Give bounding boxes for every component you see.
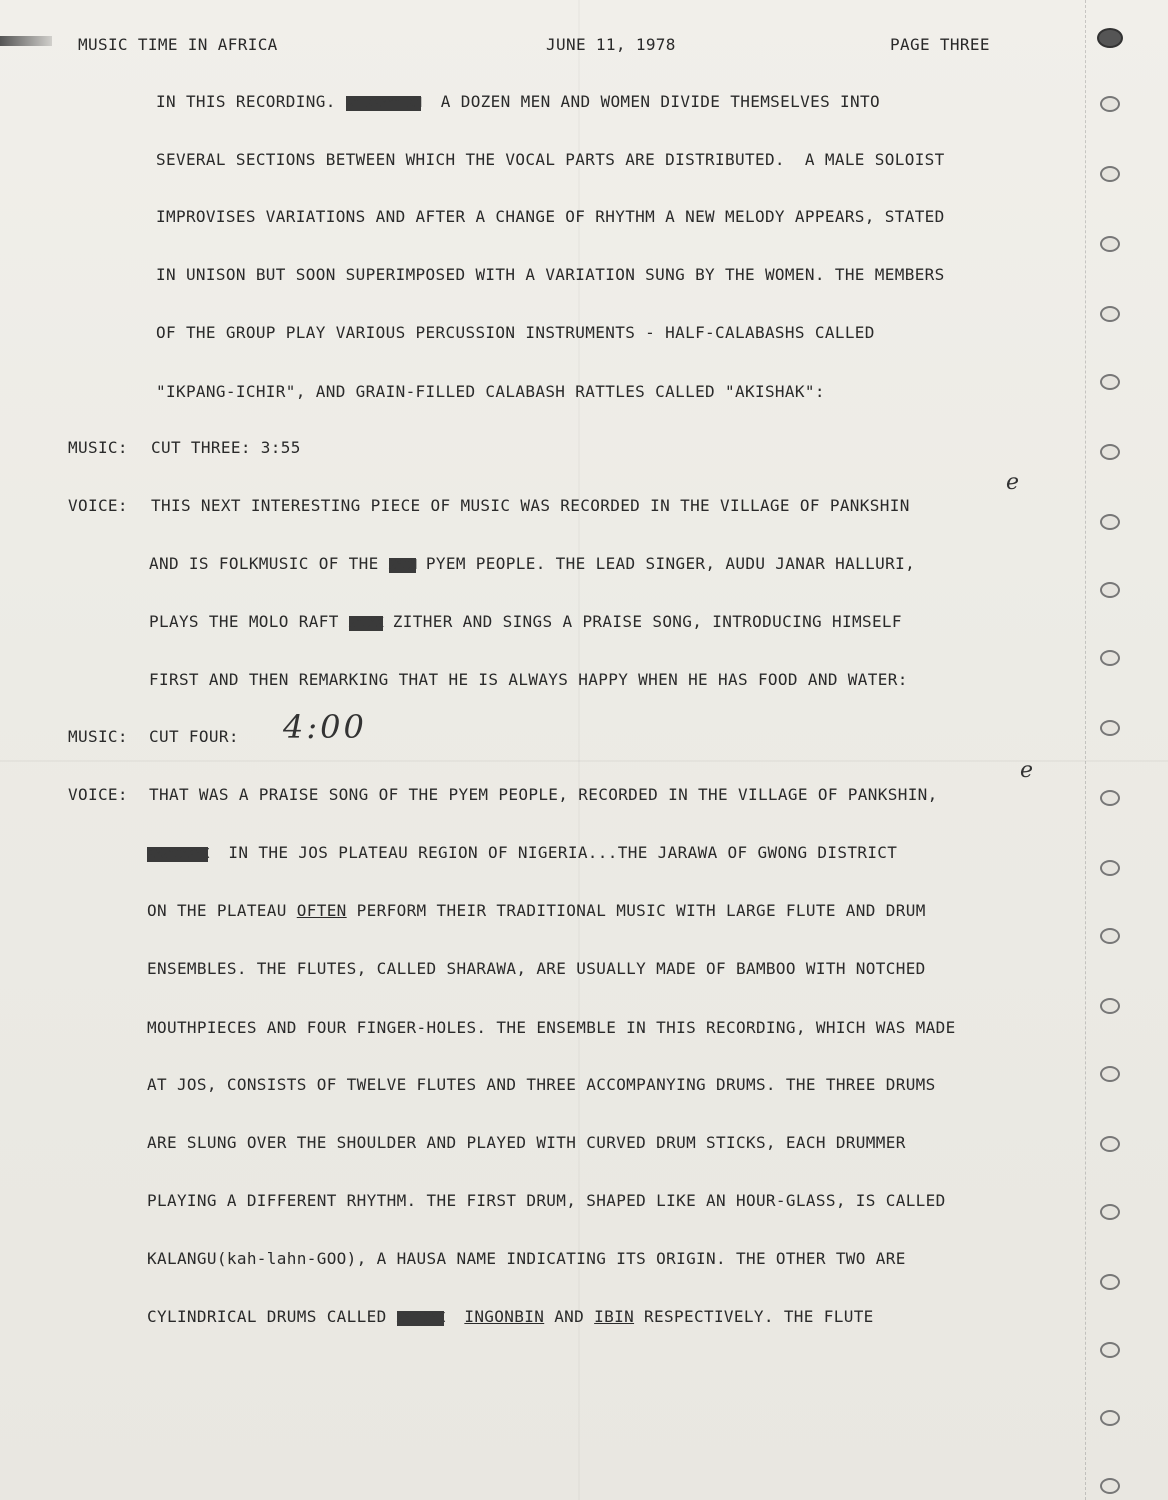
feed-hole	[1100, 306, 1120, 322]
music-cue: CUT FOUR:	[149, 727, 239, 746]
torn-edge-mark	[0, 36, 52, 46]
feed-hole	[1100, 514, 1120, 530]
feed-hole	[1100, 1342, 1120, 1358]
paragraph-line: IMPROVISES VARIATIONS AND AFTER A CHANGE OF RHYTHM A NEW MELODY APPEARS, STATED	[156, 207, 945, 226]
text-run: A DOZEN MEN AND WOMEN DIVIDE THEMSELVES INTO	[420, 92, 880, 111]
text-run: AND	[544, 1307, 595, 1326]
paragraph-line	[147, 1307, 874, 1329]
feed-hole	[1100, 236, 1120, 252]
paragraph-line: ENSEMBLES. THE FLUTES, CALLED SHARAWA, ARE USUALLY MADE OF BAMBOO WITH NOTCHED	[147, 959, 926, 978]
paragraph-line	[149, 554, 915, 576]
paragraph-line: MOUTHPIECES AND FOUR FINGER-HOLES. THE ENSEMBLE IN THIS RECORDING, WHICH WAS MADE	[147, 1018, 956, 1037]
tractor-feed-strip	[1085, 0, 1168, 1500]
text-run: PERFORM THEIR TRADITIONAL MUSIC WITH LARGE FLUTE AND DRUM	[346, 901, 926, 920]
feed-hole	[1100, 166, 1120, 182]
feed-hole	[1100, 444, 1120, 460]
text-run: PLAYS THE MOLO RAFT	[149, 612, 349, 631]
feed-hole	[1100, 96, 1120, 112]
speaker-label-music: MUSIC:	[68, 438, 128, 457]
paragraph-line: "IKPANG-ICHIR", AND GRAIN-FILLED CALABASH RATTLES CALLED "AKISHAK":	[156, 382, 825, 401]
struck-out-text: XMXMXMXMX	[147, 847, 209, 862]
struck-out-text: XMXM	[388, 558, 416, 573]
paragraph-line	[156, 92, 880, 114]
paragraph-line: ARE SLUNG OVER THE SHOULDER AND PLAYED WITH CURVED DRUM STICKS, EACH DRUMMER	[147, 1133, 906, 1152]
text-run: PYEM PEOPLE. THE LEAD SINGER, AUDU JANAR HALLURI,	[415, 554, 916, 573]
struck-out-text: XMEXXMMMEXM	[345, 96, 421, 111]
feed-hole	[1100, 928, 1120, 944]
handwritten-duration: 4:00	[283, 708, 367, 746]
header-page: PAGE THREE	[890, 35, 990, 54]
underlined-text: OFTEN	[296, 901, 347, 920]
handwritten-correction: e	[1006, 470, 1020, 495]
paragraph-line: OF THE GROUP PLAY VARIOUS PERCUSSION INSTRUMENTS - HALF-CALABASHS CALLED	[156, 323, 875, 342]
paragraph-line: KALANGU(kah-lahn-GOO), A HAUSA NAME INDICATING ITS ORIGIN. THE OTHER TWO ARE	[147, 1249, 906, 1268]
speaker-label-music: MUSIC:	[68, 727, 128, 746]
paragraph-line	[149, 612, 902, 634]
paragraph-line: FIRST AND THEN REMARKING THAT HE IS ALWAYS HAPPY WHEN HE HAS FOOD AND WATER:	[149, 670, 908, 689]
header-date: JUNE 11, 1978	[546, 35, 676, 54]
paragraph-line	[147, 901, 926, 921]
feed-hole	[1100, 1478, 1120, 1494]
handwritten-correction: e	[1020, 758, 1034, 783]
text-run: RESPECTIVELY. THE FLUTE	[634, 1307, 874, 1326]
feed-hole	[1100, 650, 1120, 666]
feed-hole	[1100, 1136, 1120, 1152]
feed-hole	[1100, 860, 1120, 876]
paragraph-line: IN UNISON BUT SOON SUPERIMPOSED WITH A VARIATION SUNG BY THE WOMEN. THE MEMBERS	[156, 265, 945, 284]
feed-hole	[1100, 582, 1120, 598]
text-run: CYLINDRICAL DRUMS CALLED	[147, 1307, 397, 1326]
speaker-label-voice: VOICE:	[68, 496, 128, 515]
feed-hole	[1100, 1274, 1120, 1290]
feed-hole	[1097, 28, 1123, 48]
music-cue: CUT THREE: 3:55	[151, 438, 301, 457]
feed-hole	[1100, 1204, 1120, 1220]
feed-hole	[1100, 374, 1120, 390]
feed-hole	[1100, 1066, 1120, 1082]
speaker-label-voice: VOICE:	[68, 785, 128, 804]
text-run: ZITHER AND SINGS A PRAISE SONG, INTRODUCING HIMSELF	[382, 612, 902, 631]
feed-hole	[1100, 790, 1120, 806]
header-program: MUSIC TIME IN AFRICA	[78, 35, 278, 54]
text-run: IN THIS RECORDING.	[156, 92, 346, 111]
text-run: ON THE PLATEAU	[147, 901, 297, 920]
feed-hole	[1100, 720, 1120, 736]
paragraph-line	[147, 843, 897, 865]
struck-out-text: XMXMXMX	[396, 1311, 445, 1326]
underlined-text: INGONBIN	[464, 1307, 545, 1326]
paragraph-line: AT JOS, CONSISTS OF TWELVE FLUTES AND THREE ACCOMPANYING DRUMS. THE THREE DRUMS	[147, 1075, 936, 1094]
paragraph-line: THIS NEXT INTERESTING PIECE OF MUSIC WAS RECORDED IN THE VILLAGE OF PANKSHIN	[151, 496, 910, 515]
paragraph-line: SEVERAL SECTIONS BETWEEN WHICH THE VOCAL PARTS ARE DISTRIBUTED. A MALE SOLOIST	[156, 150, 945, 169]
feed-hole	[1100, 998, 1120, 1014]
struck-out-text: XMXMX	[348, 616, 383, 631]
text-run: IN THE JOS PLATEAU REGION OF NIGERIA...THE JARAWA OF GWONG DISTRICT	[208, 843, 898, 862]
paragraph-line: PLAYING A DIFFERENT RHYTHM. THE FIRST DRUM, SHAPED LIKE AN HOUR-GLASS, IS CALLED	[147, 1191, 946, 1210]
paper-fold-horizontal	[0, 760, 1168, 762]
text-run: AND IS FOLKMUSIC OF THE	[149, 554, 389, 573]
underlined-text: IBIN	[594, 1307, 635, 1326]
feed-hole	[1100, 1410, 1120, 1426]
paragraph-line: THAT WAS A PRAISE SONG OF THE PYEM PEOPLE, RECORDED IN THE VILLAGE OF PANKSHIN,	[149, 785, 938, 804]
